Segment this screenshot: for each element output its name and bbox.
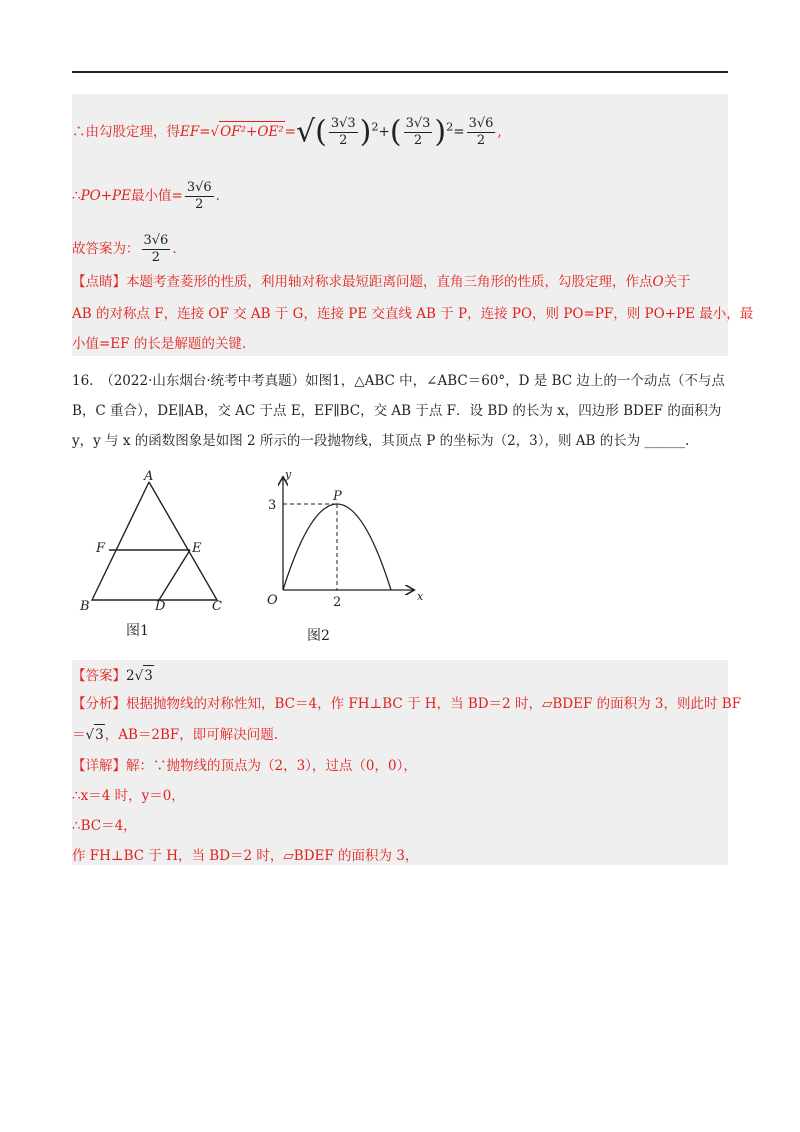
- dianjing-tag: 【点睛】: [72, 274, 126, 290]
- problem-line-1: 16. （2022·山东烟台·统考中考真题）如图1，△ABC 中，∠ABC＝60°，D 是 BC 边上的一个动点（不与点: [72, 373, 725, 389]
- dianjing-line-3: 小值=EF 的长是解题的关键.: [72, 336, 247, 352]
- label-y: y: [285, 468, 292, 481]
- dianjing-line-1: 【点睛】本题考查菱形的性质，利用轴对称求最短距离问题，直角三角形的性质，勾股定理，作点O关于: [72, 274, 691, 290]
- equals: =: [284, 124, 296, 140]
- tick-3: 3: [268, 498, 277, 513]
- tick-2: 2: [333, 595, 342, 610]
- detail-tag: 【详解】: [72, 758, 126, 774]
- var-ef: EF: [180, 124, 200, 140]
- label-c: C: [212, 599, 222, 614]
- min-value-line: ∴PO+PE最小值= $\frac{3√6}{2}$ .: [72, 180, 220, 212]
- radicand: OF²+OE²: [219, 121, 285, 142]
- dianjing-line-2: AB 的对称点 F，连接 OF 交 AB 于 G，连接 PE 交直线 AB 于 P，连接 PO，则 PO=PF，则 PO+PE 最小，最: [72, 306, 754, 322]
- figure-2-parabola: [255, 464, 435, 650]
- label-e: E: [192, 541, 202, 556]
- equals: =: [199, 124, 211, 140]
- figure-1-caption: 图1: [126, 623, 149, 639]
- min-fraction: $\frac{3√6}{2}$: [186, 180, 212, 212]
- result-fraction: $\frac{3√6}{2}$: [468, 116, 494, 148]
- figure-1-triangle: [70, 464, 240, 644]
- label-f: F: [96, 541, 106, 556]
- label-b: B: [80, 599, 90, 614]
- analysis-tag: 【分析】: [72, 696, 126, 712]
- label-origin: O: [267, 593, 278, 608]
- analysis-line-1: 【分析】根据抛物线的对称性知，BC＝4，作 FH⊥BC 于 H，当 BD＝2 时，▱BDEF 的面积为 3，则此时 BF: [72, 696, 742, 712]
- label-x: x: [417, 590, 424, 603]
- pythagoras-line: ∴由勾股定理，得EF=√OF²+OE²=√( $\frac{3√3}{2}$ )$^2$+( $\frac{3√3}{2}$ )$^2$= $\frac{3√6}{2}$ ,: [72, 114, 502, 150]
- problem-line-2: B，C 重合），DE∥AB，交 AC 于点 E，EF∥BC，交 AB 于点 F．设 BD 的长为 x，四边形 BDEF 的面积为: [72, 403, 722, 419]
- detail-line-1: 【详解】解：∵抛物线的顶点为（2，3），过点（0，0），: [72, 758, 417, 774]
- detail-line-4: 作 FH⊥BC 于 H，当 BD＝2 时，▱BDEF 的面积为 3，: [72, 848, 419, 864]
- header-rule: [72, 71, 728, 73]
- label-d: D: [155, 599, 166, 614]
- answer-fraction: $\frac{3√6}{2}$: [143, 233, 169, 265]
- segment-de: [159, 550, 190, 600]
- problem-line-3: y，y 与 x 的函数图象是如图 2 所示的一段抛物线，其顶点 P 的坐标为（2，3），则 AB 的长为 ______.: [72, 433, 690, 449]
- figure-2-caption: 图2: [307, 628, 330, 644]
- text: ∴由勾股定理，得: [72, 124, 180, 140]
- answer-tag: 【答案】: [72, 668, 126, 684]
- analysis-line-2: ＝√3，AB＝2BF，即可解决问题.: [72, 724, 278, 745]
- answer-radicand: 3: [143, 665, 154, 686]
- answer-line: 故答案为： $\frac{3√6}{2}$ .: [72, 233, 177, 265]
- detail-line-3: ∴BC＝4，: [72, 818, 137, 834]
- answer-tag-line: 【答案】2√3: [72, 665, 154, 686]
- label-p: P: [333, 489, 342, 504]
- detail-line-2: ∴x＝4 时，y＝0，: [72, 788, 185, 804]
- fraction: $\frac{3√3}{2}$: [330, 116, 356, 148]
- fraction: $\frac{3√3}{2}$: [405, 116, 431, 148]
- label-a: A: [144, 469, 154, 484]
